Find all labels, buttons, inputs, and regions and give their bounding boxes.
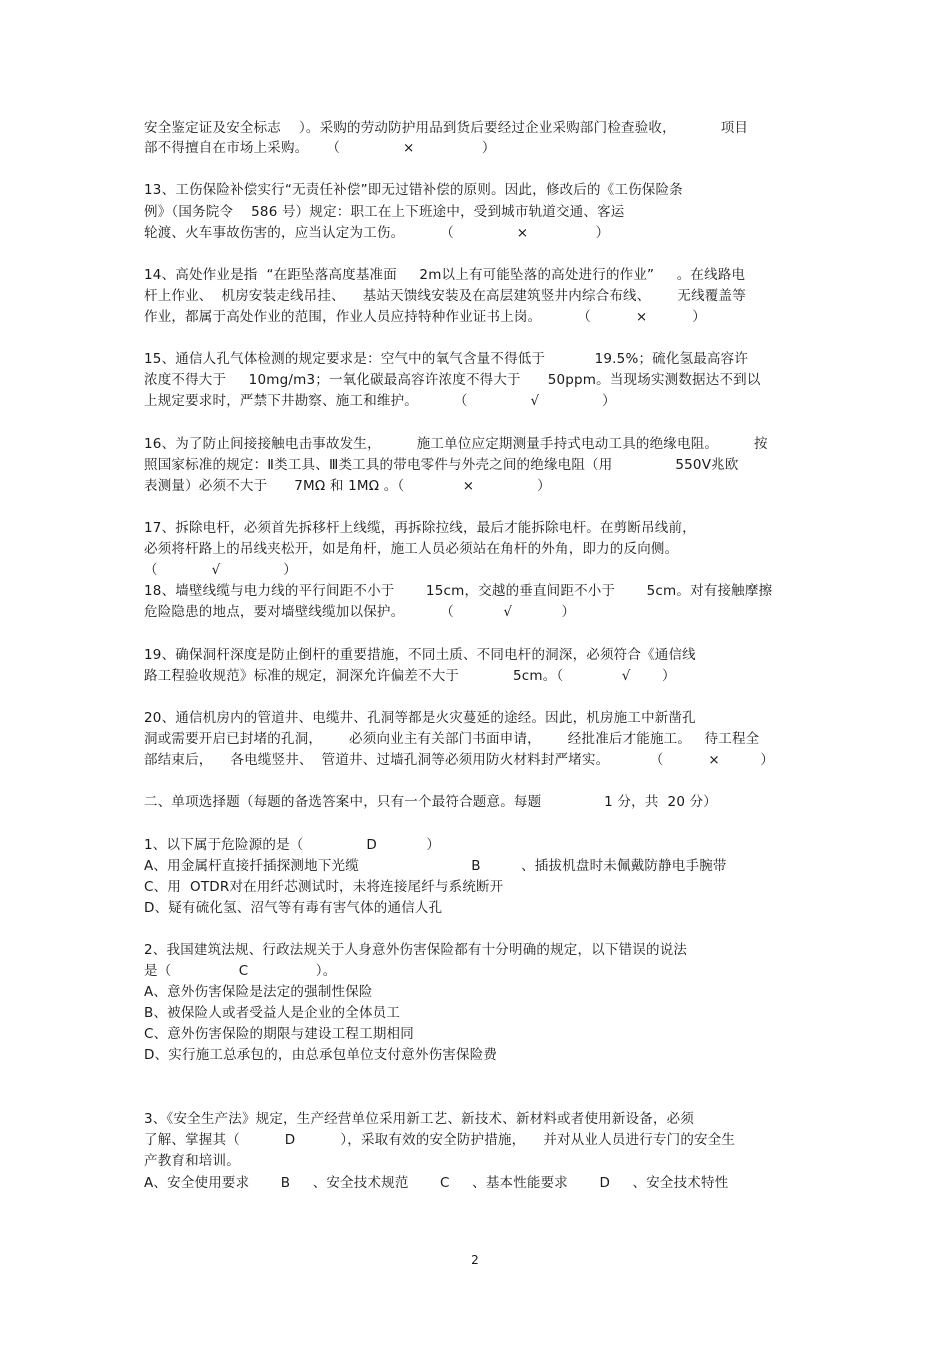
text-line: A、意外伤害保险是法定的强制性保险	[144, 984, 373, 1000]
text-line: 19、确保洞杆深度是防止倒杆的重要措施，不同土质、不同电杆的洞深，必须符合《通信线	[144, 647, 696, 663]
text-line: 16、为了防止间接接触电击事故发生， 施工单位应定期测量手持式电动工具的绝缘电阻。 按	[144, 436, 768, 452]
text-line: 杆上作业、 机房安装走线吊挂、 基站天馈线安装及在高层建筑竖井内综合布线、 无线覆盖等	[144, 288, 746, 304]
text-line: 安全鉴定证及安全标志 ）。采购的劳动防护用品到货后要经过企业采购部门检查验收， 项目	[144, 120, 749, 136]
text-line: 产教育和培训。	[144, 1153, 240, 1169]
text-line: 表测量）必须不大于 7MΩ 和 1MΩ 。（ × ）	[144, 478, 551, 494]
text-line: 15、通信人孔气体检测的规定要求是：空气中的氧气含量不得低于 19.5%；硫化氢最高容许	[144, 351, 749, 367]
text-line: 14、高处作业是指 “在距坠落高度基准面 2m以上有可能坠落的高处进行的作业” 。在线路电	[144, 267, 746, 283]
text-line: 了解、掌握其（ D ），采取有效的安全防护措施， 并对从业人员进行专门的安全生	[144, 1132, 736, 1148]
text-line: 1、以下属于危险源的是（ D ）	[144, 837, 441, 853]
text-line: 17、拆除电杆，必须首先拆移杆上线缆，再拆除拉线，最后才能拆除电杆。在剪断吊线前，	[144, 520, 696, 536]
text-line: D、疑有硫化氢、沼气等有毒有害气体的通信人孔	[144, 900, 443, 916]
text-line: B、被保险人或者受益人是企业的全体员工	[144, 1005, 401, 1021]
text-line: 13、工伤保险补偿实行“无责任补偿”即无过错补偿的原则。因此，修改后的《工伤保险条	[144, 182, 683, 198]
text-line: 上规定要求时，严禁下井勘察、施工和维护。 （ √ ）	[144, 393, 616, 409]
text-line: 路工程验收规范》标准的规定，洞深允许偏差不大于 5cm。（ √ ）	[144, 668, 676, 684]
text-line: 20、通信机房内的管道井、电缆井、孔洞等都是火灾蔓延的途经。因此，机房施工中新凿孔	[144, 710, 696, 726]
text-line: 照国家标准的规定：Ⅱ类工具、Ⅲ类工具的带电零件与外壳之间的绝缘电阻（用 550V兆欧	[144, 457, 739, 473]
text-line: 例》（国务院令 586 号）规定：职工在上下班途中，受到城市轨道交通、客运	[144, 204, 625, 220]
text-line: 3、《安全生产法》规定，生产经营单位采用新工艺、新技术、新材料或者使用新设备，必须	[144, 1111, 695, 1127]
text-line: C、意外伤害保险的期限与建设工程工期相同	[144, 1026, 414, 1042]
text-line: 轮渡、火车事故伤害的，应当认定为工伤。 （ × ）	[144, 225, 610, 241]
text-line: C、用 OTDR对在用纤芯测试时，未将连接尾纤与系统断开	[144, 879, 504, 895]
text-line: 是（ C ）。	[144, 963, 337, 979]
text-line: （ √ ）	[144, 562, 297, 578]
section-heading: 二、单项选择题（每题的备选答案中，只有一个最符合题意。每题 1 分，共 20 分）	[144, 794, 718, 810]
text-line: 2、我国建筑法规、行政法规关于人身意外伤害保险都有十分明确的规定，以下错误的说法	[144, 942, 688, 958]
text-line: 18、墙壁线缆与电力线的平行间距不小于 15cm，交越的垂直间距不小于 5cm。对有接触摩擦	[144, 583, 773, 599]
text-line: 部不得擅自在市场上采购。 （ × ）	[144, 140, 496, 156]
text-line: 洞或需要开启已封堵的孔洞， 必须向业主有关部门书面申请， 经批准后才能施工。 待工程全	[144, 731, 760, 747]
text-line: 浓度不得大于 10mg/m3；一氧化碳最高容许浓度不得大于 50ppm。当现场实测数据达不到以	[144, 372, 761, 388]
page-number: 2	[471, 1253, 479, 1267]
text-line: 必须将杆路上的吊线夹松开，如是角杆，施工人员必须站在角杆的外角，即力的反向侧。	[144, 541, 679, 557]
text-line: D、实行施工总承包的，由总承包单位支付意外伤害保险费	[144, 1047, 498, 1063]
text-line: 作业，都属于高处作业的范围，作业人员应持特种作业证书上岗。 （ × ）	[144, 309, 706, 325]
text-line: A、用金属杆直接扦插探测地下光缆 B 、插拔机盘时未佩戴防静电手腕带	[144, 858, 727, 874]
text-line: A、安全使用要求 B 、安全技术规范 C 、基本性能要求 D 、安全技术特性	[144, 1175, 729, 1191]
text-line: 危险隐患的地点，要对墙壁线缆加以保护。 （ √ ）	[144, 604, 576, 620]
text-line: 部结束后， 各电缆竖井、 管道井、过墙孔洞等必须用防火材料封严堵实。 （ × ）	[144, 752, 775, 768]
